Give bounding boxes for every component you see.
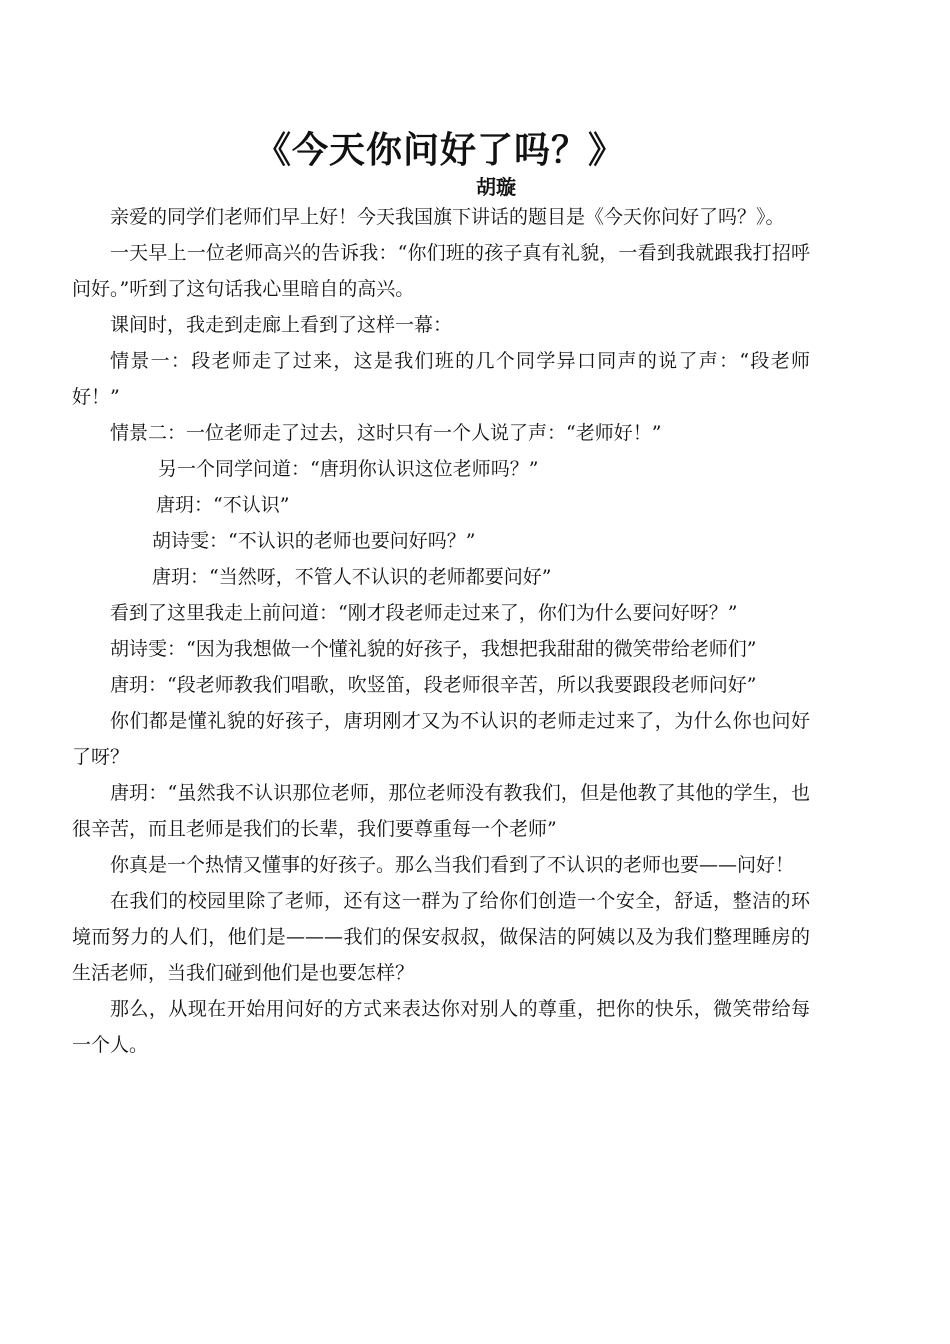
dialogue-line: 另一个同学问道：“唐玥你认识这位老师吗？”	[158, 458, 539, 480]
paragraph: 唐玥：“虽然我不认识那位老师，那位老师没有教我们，但是他教了其他的学生，也很辛苦，而且老师是我们的长辈，我们要尊重每一个老师”	[72, 782, 810, 840]
paragraph: 课间时，我走到走廊上看到了这样一幕：	[110, 314, 453, 336]
paragraph: 情景二：一位老师走了过去，这时只有一个人说了声：“老师好！”	[110, 422, 662, 444]
dialogue-line: 胡诗雯：“不认识的老师也要问好吗？”	[152, 530, 476, 552]
author-name: 胡璇	[476, 175, 516, 199]
paragraph: 你们都是懂礼貌的好孩子，唐玥刚才又为不认识的老师走过来了，为什么你也问好了呀？	[72, 710, 810, 768]
document-title: 《今天你问好了吗？》	[254, 130, 625, 171]
document-body	[72, 199, 810, 1063]
dialogue-line: 唐玥：“当然呀，不管人不认识的老师都要问好”	[152, 566, 552, 588]
dialogue-line: 唐玥：“不认识”	[156, 494, 290, 516]
paragraph: 唐玥：“段老师教我们唱歌，吹竖笛，段老师很辛苦，所以我要跟段老师问好”	[110, 674, 757, 696]
paragraph: 看到了这里我走上前问道：“刚才段老师走过来了，你们为什么要问好呀？”	[110, 602, 738, 624]
paragraph: 情景一：段老师走了过来，这是我们班的几个同学异口同声的说了声：“段老师好！”	[72, 350, 810, 408]
paragraph: 在我们的校园里除了老师，还有这一群为了给你们创造一个安全，舒适，整洁的环境而努力的人们，他们是———我们的保安叔叔，做保洁的阿姨以及为我们整理睡房的生活老师，当我们碰到他们是也要怎样？	[72, 890, 810, 984]
paragraph: 亲爱的同学们老师们早上好！今天我国旗下讲话的题目是《今天你问好了吗？》。	[110, 206, 785, 228]
paragraph: 一天早上一位老师高兴的告诉我：“你们班的孩子真有礼貌，一看到我就跟我打招呼问好。”听到了这句话我心里暗自的高兴。	[72, 242, 810, 300]
paragraph: 胡诗雯：“因为我想做一个懂礼貌的好孩子，我想把我甜甜的微笑带给老师们”	[110, 638, 757, 660]
paragraph: 你真是一个热情又懂事的好孩子。那么当我们看到了不认识的老师也要——问好！	[110, 854, 795, 876]
paragraph: 那么，从现在开始用问好的方式来表达你对别人的尊重，把你的快乐，微笑带给每一个人。	[72, 998, 810, 1056]
